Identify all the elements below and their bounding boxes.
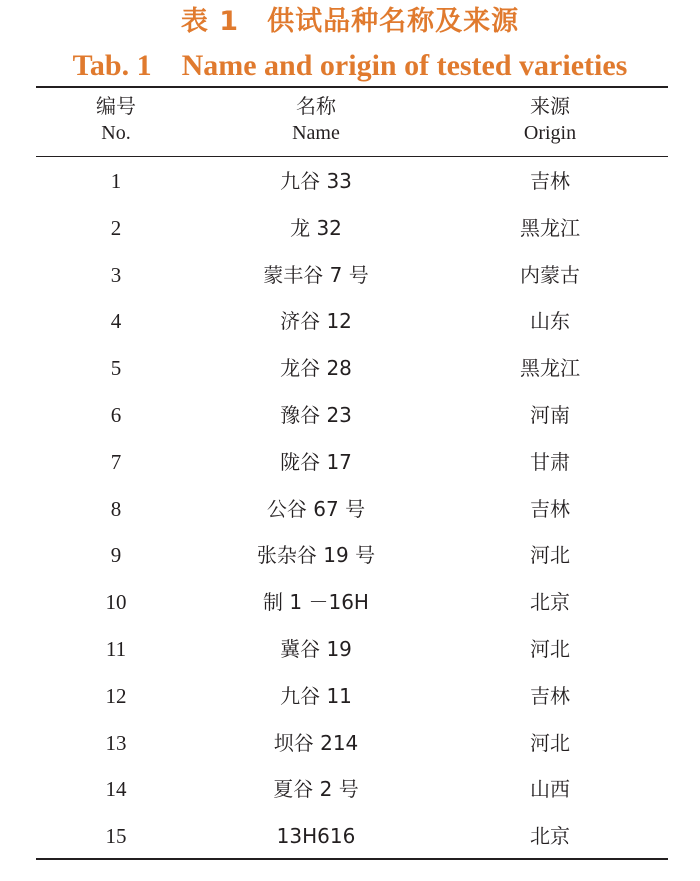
table-row [36, 673, 668, 720]
table-body [36, 158, 668, 860]
cell-name: 龙谷 28 [280, 356, 352, 381]
cell-origin: 甘肃 [530, 449, 570, 474]
cell-number: 5 [110, 356, 122, 381]
column-header-number-cn: 编号 [96, 94, 136, 118]
table-row [36, 579, 668, 626]
cell-name: 夏谷 2 号 [273, 777, 359, 802]
cell-origin: 北京 [530, 590, 570, 615]
table-row [36, 813, 668, 860]
table-top-rule [36, 86, 668, 88]
cell-origin: 河北 [530, 636, 570, 661]
table-caption-english: Tab. 1 Name and origin of tested varieties [72, 49, 628, 82]
cell-origin: 内蒙古 [520, 262, 580, 287]
table-row [36, 439, 668, 486]
cell-name: 九谷 33 [280, 169, 352, 193]
cell-number: 14 [105, 777, 127, 802]
cell-number: 2 [110, 215, 122, 240]
cell-number: 15 [105, 824, 127, 849]
table-row [36, 766, 668, 813]
table-header-rule [36, 156, 668, 157]
cell-number: 11 [105, 636, 127, 661]
cell-origin: 吉林 [530, 496, 570, 521]
cell-origin: 山东 [530, 309, 570, 334]
cell-name: 九谷 11 [280, 683, 352, 708]
cell-name: 蒙丰谷 7 号 [263, 262, 369, 287]
cell-number: 6 [110, 402, 122, 427]
cell-origin: 吉林 [530, 169, 570, 193]
column-header-origin [450, 92, 650, 146]
table-row [36, 720, 668, 767]
column-header-origin-cn: 来源 [530, 94, 570, 118]
cell-number: 10 [105, 590, 127, 615]
cell-name: 公谷 67 号 [266, 496, 366, 521]
column-header-name-cn: 名称 [296, 94, 336, 118]
table-row [36, 252, 668, 299]
table-row [36, 532, 668, 579]
cell-origin: 河北 [530, 730, 570, 755]
cell-name: 龙 32 [290, 215, 342, 240]
cell-name: 坝谷 214 [273, 730, 359, 755]
cell-origin: 北京 [530, 824, 570, 849]
table-bottom-rule [36, 858, 668, 860]
cell-origin: 吉林 [530, 683, 570, 708]
table-row [36, 392, 668, 439]
table-caption-chinese: 表 1 供试品种名称及来源 [180, 6, 520, 37]
cell-name: 陇谷 17 [280, 449, 352, 474]
cell-name: 制 1 －16H [263, 590, 369, 615]
cell-number: 1 [110, 169, 122, 193]
cell-number: 9 [110, 543, 122, 568]
cell-name: 豫谷 23 [280, 402, 352, 427]
column-header-number-en: No. [101, 122, 131, 144]
cell-name: 冀谷 19 [280, 636, 352, 661]
column-header-number [16, 92, 216, 146]
cell-name: 济谷 12 [280, 309, 352, 334]
cell-name: 张杂谷 19 号 [256, 543, 376, 568]
cell-number: 4 [110, 309, 122, 334]
column-header-name-en: Name [292, 122, 340, 144]
cell-number: 7 [110, 449, 122, 474]
column-header-origin-en: Origin [523, 122, 577, 144]
table-row [36, 158, 668, 205]
column-header-name [216, 92, 416, 146]
cell-origin: 河北 [530, 543, 570, 568]
cell-number: 13 [105, 730, 127, 755]
cell-number: 8 [110, 496, 122, 521]
cell-origin: 黑龙江 [520, 356, 580, 381]
cell-number: 12 [105, 683, 127, 708]
table-row [36, 205, 668, 252]
table-row [36, 298, 668, 345]
cell-number: 3 [110, 262, 122, 287]
cell-name: 13H616 [276, 824, 356, 849]
table-row [36, 626, 668, 673]
table-row [36, 486, 668, 533]
cell-origin: 山西 [530, 777, 570, 802]
cell-origin: 河南 [530, 402, 570, 427]
table-row [36, 345, 668, 392]
table-header-row [36, 92, 668, 154]
cell-origin: 黑龙江 [520, 215, 580, 240]
